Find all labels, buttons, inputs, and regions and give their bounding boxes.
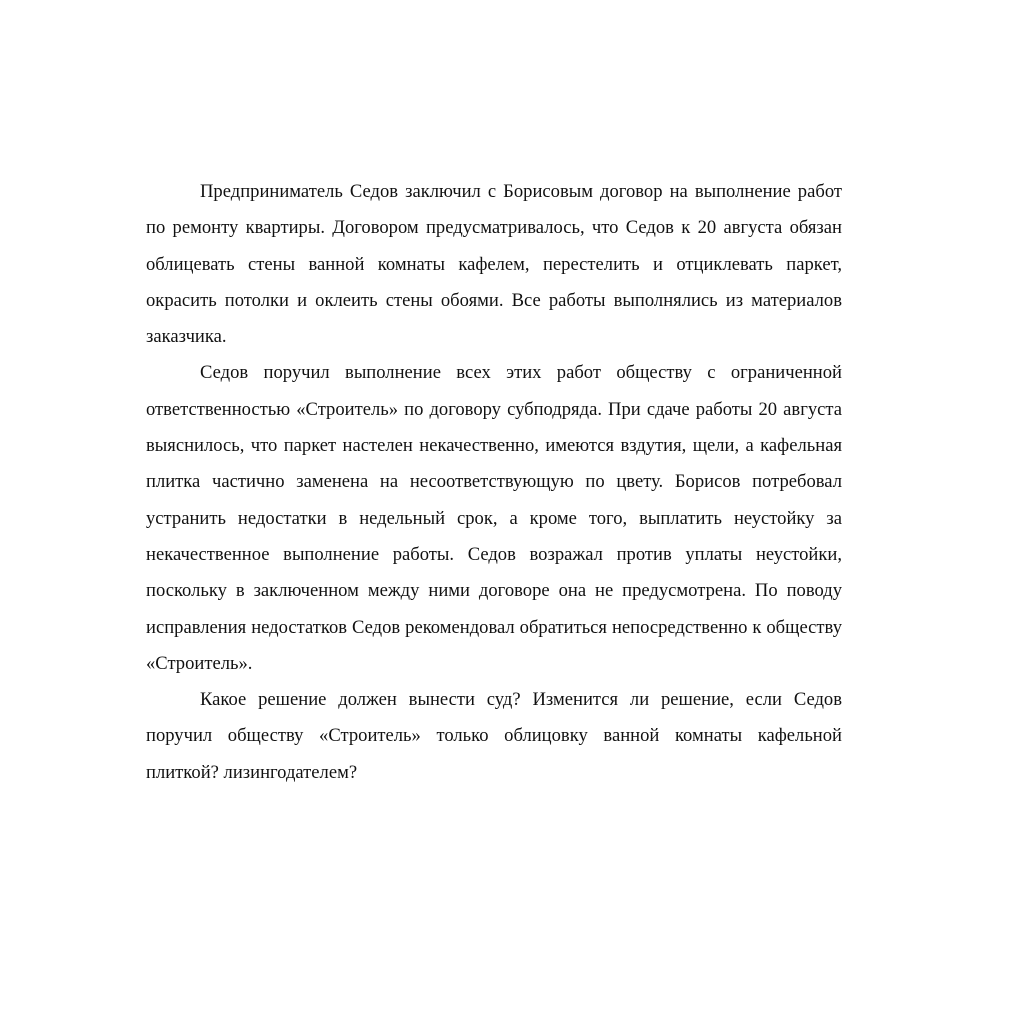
paragraph-3: Какое решение должен вынести суд? Изменится ли решение, если Седов поручил обществу «Строитель» только облицовку ванной комнаты кафельной плиткой? лизингодателем? — [146, 689, 842, 783]
document-body — [146, 174, 842, 791]
paragraph-1: Предприниматель Седов заключил с Борисовым договор на выполнение работ по ремонту квартиры. Договором предусматривалось, что Седов к 20 августа обязан облицевать стены ванной комнаты кафелем, перестелить и отциклевать паркет, окрасить потолки и оклеить стены обоями. Все работы выполнялись из материалов заказчика. — [146, 181, 842, 348]
paragraph-2: Седов поручил выполнение всех этих работ обществу с ограниченной ответственностью «Строитель» по договору субподряда. При сдаче работы 20 августа выяснилось, что паркет настелен некачественно, имеются вздутия, щели, а кафельная плитка частично заменена на несоответствующую по цвету. Борисов потребовал устранить недостатки в недельный срок, а кроме того, выплатить неустойку за некачественное выполнение работы. Седов возражал против уплаты неустойки, поскольку в заключенном между ними договоре она не предусмотрена. По поводу исправления недостатков Седов рекомендовал обратиться непосредственно к обществу «Строитель». — [146, 362, 842, 674]
